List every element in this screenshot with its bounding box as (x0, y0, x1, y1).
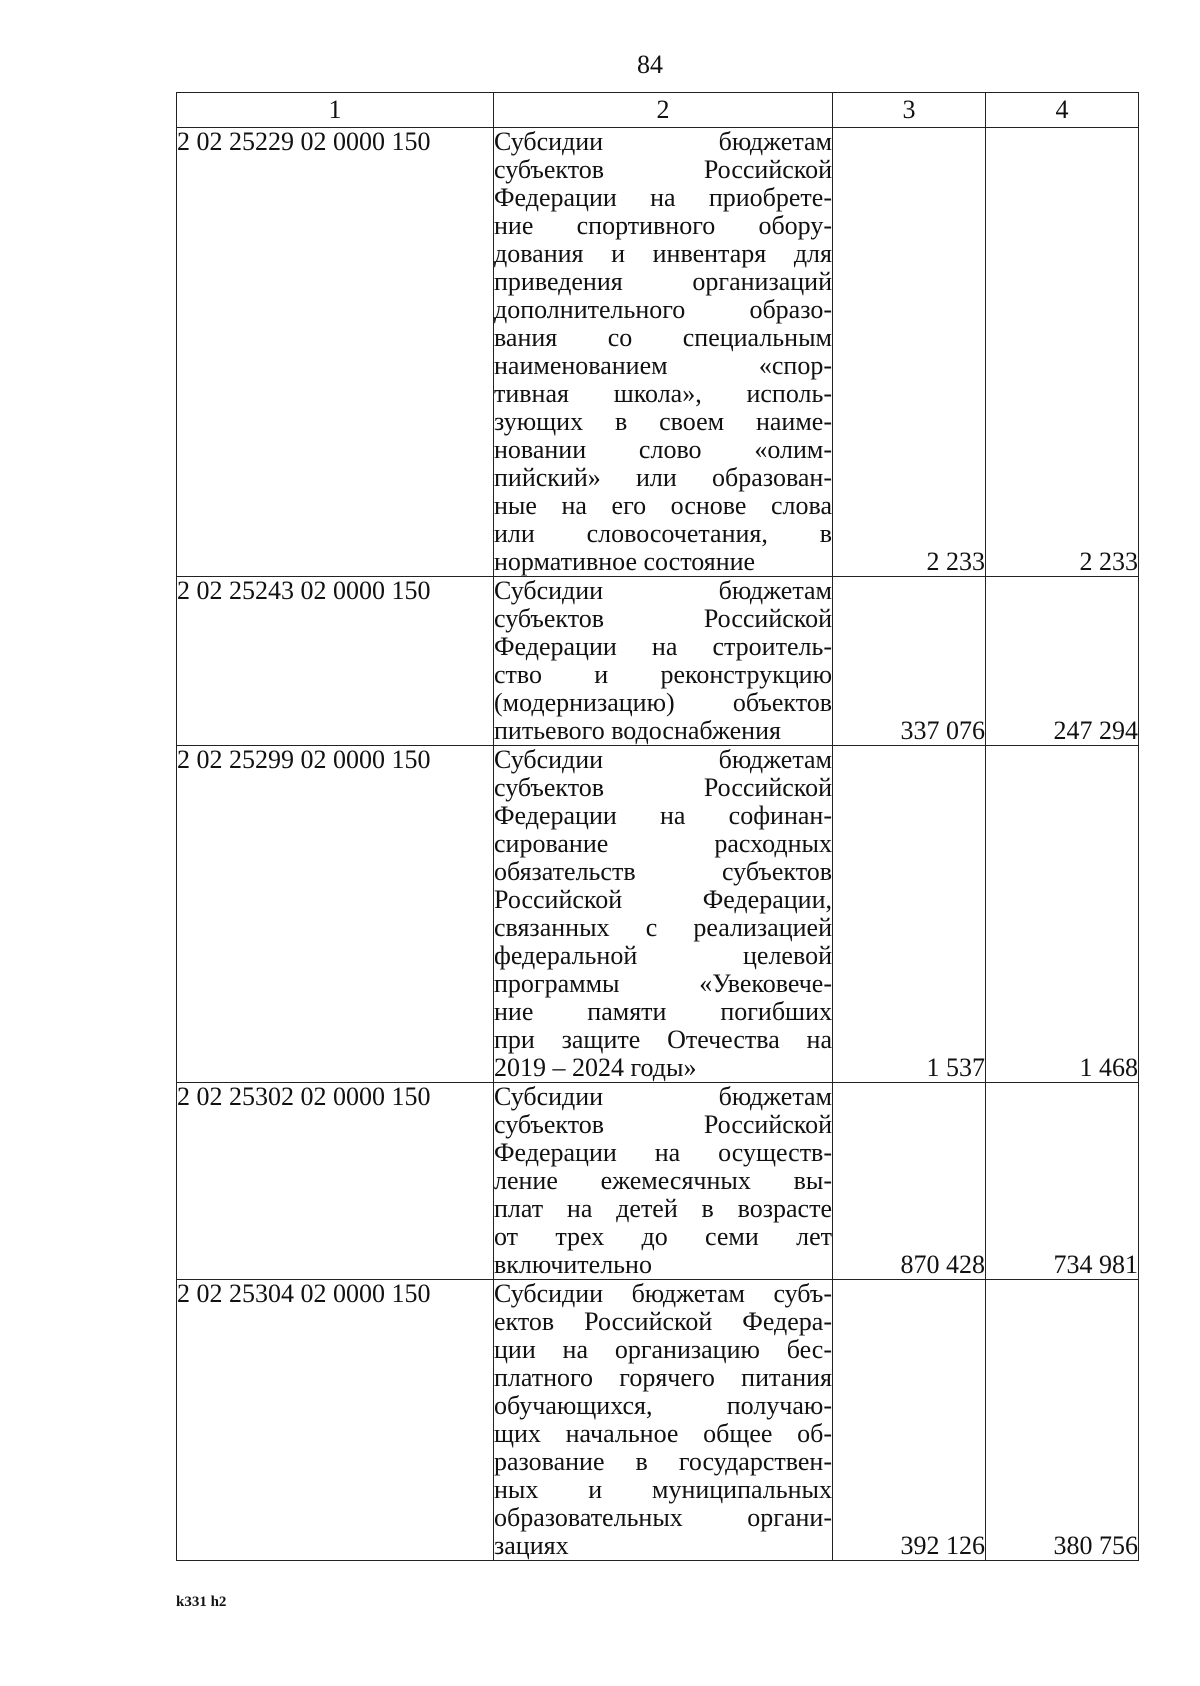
table-row (177, 128, 1139, 577)
description-line: субъектов Российской (494, 1110, 832, 1139)
page-number: 84 (637, 50, 663, 79)
description-line: пийский» или образован- (494, 463, 832, 492)
description-line: Субсидии бюджетам (494, 1082, 832, 1111)
amount-col-3-cell: 870 428 (833, 1083, 986, 1280)
description-line: зациях (494, 1531, 569, 1560)
description-line: программы «Увековече- (494, 969, 832, 998)
header-col-4: 4 (986, 93, 1139, 128)
description-line: тивная школа», исполь- (494, 379, 832, 408)
header-col-1: 1 (177, 93, 494, 128)
table-row (177, 577, 1139, 746)
table-header-row (177, 93, 1139, 128)
amount-col-3-cell: 392 126 (833, 1280, 986, 1561)
budget-code-cell: 2 02 25302 02 0000 150 (177, 1083, 494, 1280)
description-line: Субсидии бюджетам (494, 745, 832, 774)
description-cell (494, 577, 833, 746)
description-line: Российской Федерации, (494, 885, 832, 914)
description-line: ектов Российской Федера- (494, 1307, 832, 1336)
description-cell (494, 1280, 833, 1561)
description-line: 2019 – 2024 годы» (494, 1053, 697, 1082)
budget-code-cell: 2 02 25243 02 0000 150 (177, 577, 494, 746)
description-line: сирование расходных (494, 829, 832, 858)
description-line: образовательных органи- (494, 1503, 832, 1532)
description-line: ство и реконструкцию (494, 660, 832, 689)
description-line: ных и муниципальных (494, 1475, 832, 1504)
amount-col-4-cell: 2 233 (986, 128, 1139, 577)
table-row (177, 1280, 1139, 1561)
description-line: ные на его основе слова (494, 491, 832, 520)
table-row (177, 1083, 1139, 1280)
budget-code-cell: 2 02 25299 02 0000 150 (177, 746, 494, 1083)
description-line: связанных с реализацией (494, 913, 832, 942)
description-line: дополнительного образо- (494, 295, 832, 324)
description-line: дования и инвентаря для (494, 239, 832, 268)
description-line: плат на детей в возрасте (494, 1194, 832, 1223)
description-cell (494, 746, 833, 1083)
description-line: разование в государствен- (494, 1447, 832, 1476)
description-line: субъектов Российской (494, 155, 832, 184)
description-line: субъектов Российской (494, 773, 832, 802)
description-line: новании слово «олим- (494, 435, 832, 464)
amount-col-4-cell: 1 468 (986, 746, 1139, 1083)
description-line: субъектов Российской (494, 604, 832, 633)
description-cell (494, 128, 833, 577)
description-line: наименованием «спор- (494, 351, 832, 380)
description-line: ление ежемесячных вы- (494, 1166, 832, 1195)
description-line: Субсидии бюджетам (494, 576, 832, 605)
description-line: Федерации на приобрете- (494, 183, 832, 212)
description-cell (494, 1083, 833, 1280)
budget-code-cell: 2 02 25304 02 0000 150 (177, 1280, 494, 1561)
amount-col-4-cell: 247 294 (986, 577, 1139, 746)
description-line: Федерации на строитель- (494, 632, 832, 661)
amount-col-3-cell: 337 076 (833, 577, 986, 746)
description-line: федеральной целевой (494, 941, 832, 970)
description-line: платного горячего питания (494, 1363, 832, 1392)
description-line: Федерации на софинан- (494, 801, 832, 830)
description-line: нормативное состояние (494, 547, 756, 576)
description-line: обучающихся, получаю- (494, 1391, 832, 1420)
budget-table (176, 92, 1139, 1561)
budget-code-cell: 2 02 25229 02 0000 150 (177, 128, 494, 577)
table-body (177, 128, 1139, 1561)
amount-col-3-cell: 1 537 (833, 746, 986, 1083)
description-line: ние памяти погибших (494, 997, 832, 1026)
header-col-2: 2 (494, 93, 833, 128)
description-line: питьевого водоснабжения (494, 716, 781, 745)
description-line: от трех до семи лет (494, 1222, 832, 1251)
amount-col-3-cell: 2 233 (833, 128, 986, 577)
description-line: зующих в своем наиме- (494, 407, 832, 436)
footer-code: k331 h2 (176, 1594, 227, 1610)
description-line: Субсидии бюджетам субъ- (494, 1279, 832, 1308)
description-line: ние спортивного обору- (494, 211, 832, 240)
description-line: при защите Отечества на (494, 1025, 832, 1054)
description-line: включительно (494, 1250, 652, 1279)
amount-col-4-cell: 734 981 (986, 1083, 1139, 1280)
table-row (177, 746, 1139, 1083)
description-line: Субсидии бюджетам (494, 127, 832, 156)
description-line: ции на организацию бес- (494, 1335, 832, 1364)
description-line: или словосочетания, в (494, 519, 832, 548)
description-line: Федерации на осуществ- (494, 1138, 832, 1167)
description-line: (модернизацию) объектов (494, 688, 832, 717)
description-line: приведения организаций (494, 267, 832, 296)
description-line: вания со специальным (494, 323, 832, 352)
amount-col-4-cell: 380 756 (986, 1280, 1139, 1561)
description-line: обязательств субъектов (494, 857, 832, 886)
description-line: щих начальное общее об- (494, 1419, 832, 1448)
header-col-3: 3 (833, 93, 986, 128)
